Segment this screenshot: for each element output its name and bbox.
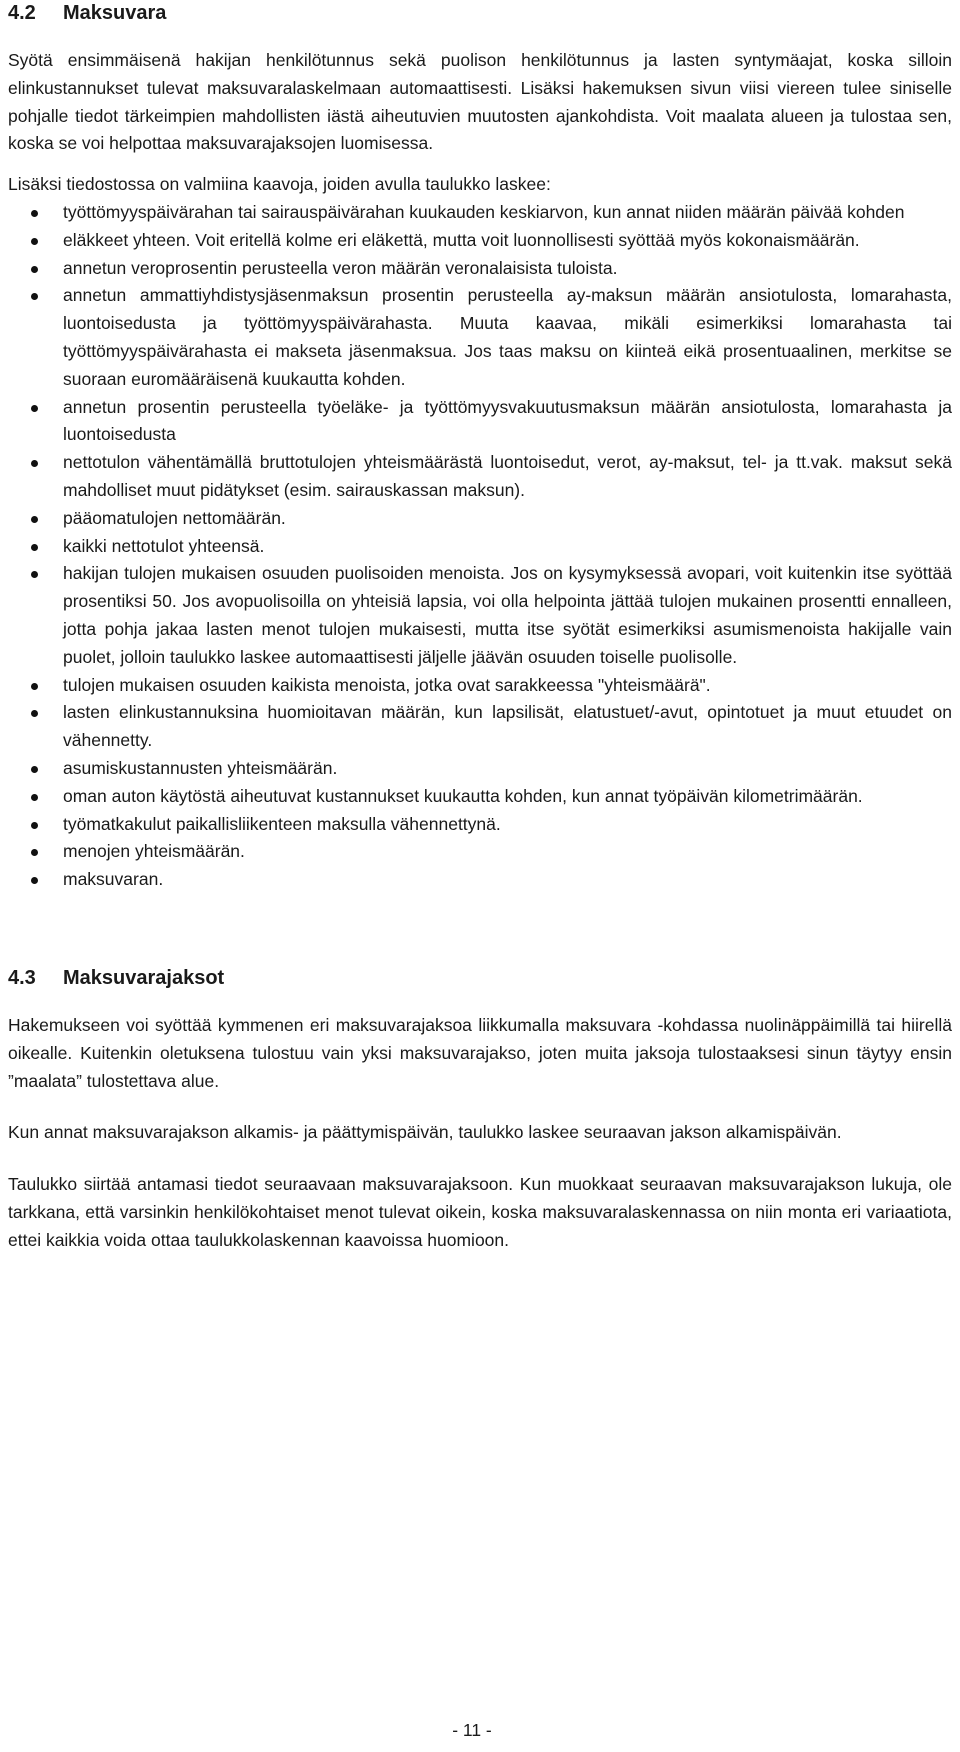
page-number: - 11 -: [452, 1720, 492, 1740]
list-item: [8, 866, 952, 894]
bullet-dot-icon: [31, 822, 38, 829]
list-item: [8, 227, 952, 255]
list-item-text: lasten elinkustannuksina huomioitavan määrän, kun lapsilisät, elatustuet/-avut, opintotuet ja muut etuudet on vähennetty.: [63, 702, 952, 751]
bullet-dot-icon: [31, 516, 38, 523]
list-item-text: oman auton käytöstä aiheutuvat kustannukset kuukautta kohden, kun annat työpäivän kilometrimäärän.: [63, 785, 863, 806]
list-item-text: annetun prosentin perusteella työeläke- ja työttömyysvakuutusmaksun määrän ansiotulosta, lomarahasta ja luontoisedusta: [63, 396, 952, 445]
list-item: [8, 199, 952, 227]
section-number: 4.3: [8, 966, 36, 989]
list-item: [8, 255, 952, 283]
bullet-dot-icon: [31, 210, 38, 217]
formula-bullet-list: [8, 199, 952, 894]
paragraph-formulas-lead: Lisäksi tiedostossa on valmiina kaavoja, joiden avulla taulukko laskee:: [8, 174, 551, 195]
list-item-text: kaikki nettotulot yhteensä.: [63, 535, 265, 556]
bullet-dot-icon: [31, 238, 38, 245]
bullet-dot-icon: [31, 710, 38, 717]
bullet-dot-icon: [31, 266, 38, 273]
list-item: [8, 533, 952, 561]
list-item-text: annetun veroprosentin perusteella veron määrän veronalaisista tuloista.: [63, 257, 618, 278]
bullet-dot-icon: [31, 571, 38, 578]
section-heading-4-2: [8, 0, 952, 26]
list-item: [8, 672, 952, 700]
list-item-text: asumiskustannusten yhteismäärän.: [63, 757, 338, 778]
list-item: [8, 505, 952, 533]
bullet-dot-icon: [31, 766, 38, 773]
list-item-text: maksuvaran.: [63, 869, 164, 890]
bullet-dot-icon: [31, 405, 38, 412]
list-item-text: pääomatulojen nettomäärän.: [63, 507, 286, 528]
list-item: [8, 838, 952, 866]
paragraph-intro: Syötä ensimmäisenä hakijan henkilötunnus sekä puolison henkilötunnus ja lasten syntymäajat, koska silloin elinkustannukset tulevat maksuvaralaskelmaan automaattisesti. Lisäksi hakemuksen sivun viisi viereen tulee siniselle pohjalle tiedot tärkeimpien mahdollisten iästä aiheutuvien muutosten ajankohdista. Voit maalata alueen ja tulostaa sen, koska se voi helpottaa maksuvarajaksojen luomisessa.: [8, 50, 952, 154]
list-item: [8, 699, 952, 755]
list-item-text: työmatkakulut paikallisliikenteen maksulla vähennettynä.: [63, 813, 501, 834]
list-item-text: työttömyyspäivärahan tai sairauspäivärahan kuukauden keskiarvon, kun annat niiden määrän päivää kohden: [63, 201, 905, 222]
paragraph-period-copy: Taulukko siirtää antamasi tiedot seuraavaan maksuvarajaksoon. Kun muokkaat seuraavan maksuvarajakson lukuja, ole tarkkana, että varsinkin henkilökohtaiset menot tulevat oikein, koska maksuvaralaskennassa on niin monta eri variaatiota, ettei kaikkia voida ottaa taulukkolaskennan kaavoissa huomioon.: [8, 1174, 952, 1250]
list-item-text: menojen yhteismäärän.: [63, 841, 245, 862]
bullet-dot-icon: [31, 794, 38, 801]
bullet-dot-icon: [31, 460, 38, 467]
bullet-dot-icon: [31, 544, 38, 551]
paragraph-periods-intro: Hakemukseen voi syöttää kymmenen eri maksuvarajaksoa liikkumalla maksuvara -kohdassa nuolinäppäimillä tai hiirellä oikealle. Kuitenkin oletuksena tulostuu vain yksi maksuvarajakso, joten muita jaksoja tulostaaksesi sinun täytyy ensin ”maalata” tulostettava alue.: [8, 1014, 952, 1091]
list-item-text: tulojen mukaisen osuuden kaikista menoista, jotka ovat sarakkeessa "yhteismäärä".: [63, 674, 711, 695]
section-number: 4.2: [8, 2, 36, 24]
section-heading-4-3: [8, 965, 952, 991]
section-title: Maksuvara: [63, 2, 167, 24]
document-page: [8, 0, 952, 1254]
list-item: [8, 755, 952, 783]
list-item: [8, 394, 952, 450]
list-item-text: hakijan tulojen mukaisen osuuden puolisoiden menoista. Jos on kysymyksessä avopari, voit kuitenkin itse syöttää prosentiksi 50. Jos avopuolisoilla on yhteisiä lapsia, voi olla helpointa jättää tulojen mukainen prosentti ennalleen, jotta pohja jakaa lasten menot tulojen mukaisesti, mutta itse syötät esimerkiksi asumismenoista hakijalle vain puolet, jolloin taulukko laskee automaattisesti jäljelle jäävän osuuden toiselle puolisolle.: [63, 563, 952, 667]
list-item-text: annetun ammattiyhdistysjäsenmaksun prosentin perusteella ay-maksun määrän ansiotulosta, lomarahasta, luontoisedusta ja työttömyyspäivärahasta. Muuta kaavaa, mikäli esimerkiksi lomarahasta tai työttömyyspäivärahasta ei makseta jäsenmaksua. Jos taas maksu on kiinteä eikä prosentuaalinen, merkitse se suoraan euromääräisenä kuukautta kohden.: [63, 285, 952, 389]
bullet-dot-icon: [31, 849, 38, 856]
list-item: [8, 560, 952, 671]
list-item: [8, 811, 952, 839]
bullet-dot-icon: [31, 683, 38, 690]
list-item: [8, 282, 952, 393]
bullet-dot-icon: [31, 877, 38, 884]
bullet-dot-icon: [31, 293, 38, 300]
list-item-text: eläkkeet yhteen. Voit eritellä kolme eri eläkettä, mutta voit luonnollisesti syöttää myös kokonaismäärän.: [63, 229, 860, 250]
list-item: [8, 449, 952, 505]
list-item-text: nettotulon vähentämällä bruttotulojen yhteismäärästä luontoisedut, verot, ay-maksut, tel- ja tt.vak. maksut sekä mahdolliset muut pidätykset (esim. sairauskassan maksun).: [63, 452, 952, 500]
paragraph-period-dates: Kun annat maksuvarajakson alkamis- ja päättymispäivän, taulukko laskee seuraavan jakson alkamispäivän.: [8, 1122, 842, 1143]
list-item: [8, 783, 952, 811]
section-title: Maksuvarajaksot: [63, 966, 225, 989]
